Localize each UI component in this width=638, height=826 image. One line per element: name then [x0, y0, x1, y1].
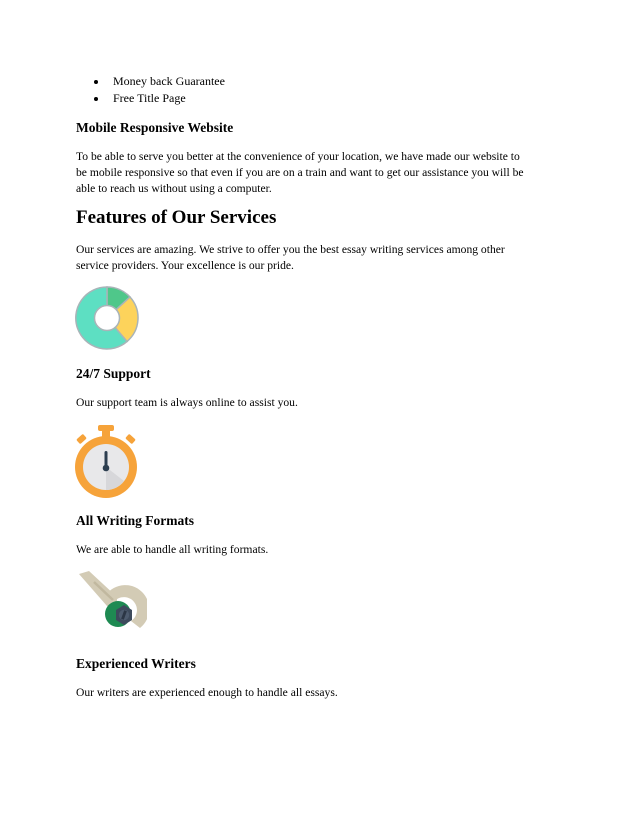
text-line: We are able to handle all writing formats. [76, 543, 269, 556]
writers-heading: Experienced Writers [76, 656, 196, 671]
mobile-heading: Mobile Responsive Website [76, 120, 234, 135]
support-paragraph [76, 395, 566, 411]
bullet-text: Free Title Page [113, 91, 186, 105]
text-line: Our writers are experienced enough to handle all essays. [76, 686, 338, 699]
text-line: To be able to serve you better at the convenience of your location, we have made our website to [76, 150, 520, 163]
text-line: able to reach us without using a computer. [76, 182, 272, 195]
writers-paragraph [76, 685, 566, 701]
wrench-icon [73, 570, 147, 642]
features-heading: Features of Our Services [76, 207, 277, 228]
stopwatch-icon [73, 424, 139, 500]
bullet-text: Money back Guarantee [113, 74, 225, 88]
text-line: be mobile responsive so that even if you are on a train and want to get our assistance you will be [76, 166, 524, 179]
formats-paragraph [76, 542, 566, 558]
list-item [76, 90, 225, 107]
donut-chart-icon [74, 285, 140, 351]
text-line: Our support team is always online to assist you. [76, 396, 298, 409]
features-paragraph [76, 242, 566, 274]
support-heading: 24/7 Support [76, 366, 151, 381]
stopwatch-pivot [103, 465, 110, 472]
donut-hole [95, 306, 120, 331]
bullet-icon [94, 80, 98, 84]
stopwatch-right-button [125, 434, 136, 444]
formats-heading: All Writing Formats [76, 513, 194, 528]
stopwatch-left-button [76, 434, 87, 444]
text-line: service providers. Your excellence is our pride. [76, 259, 294, 272]
list-item [76, 73, 225, 90]
text-line: Our services are amazing. We strive to offer you the best essay writing services among other [76, 243, 505, 256]
bullet-icon [94, 97, 98, 101]
feature-bullet-list [76, 73, 225, 107]
mobile-paragraph [76, 149, 566, 197]
